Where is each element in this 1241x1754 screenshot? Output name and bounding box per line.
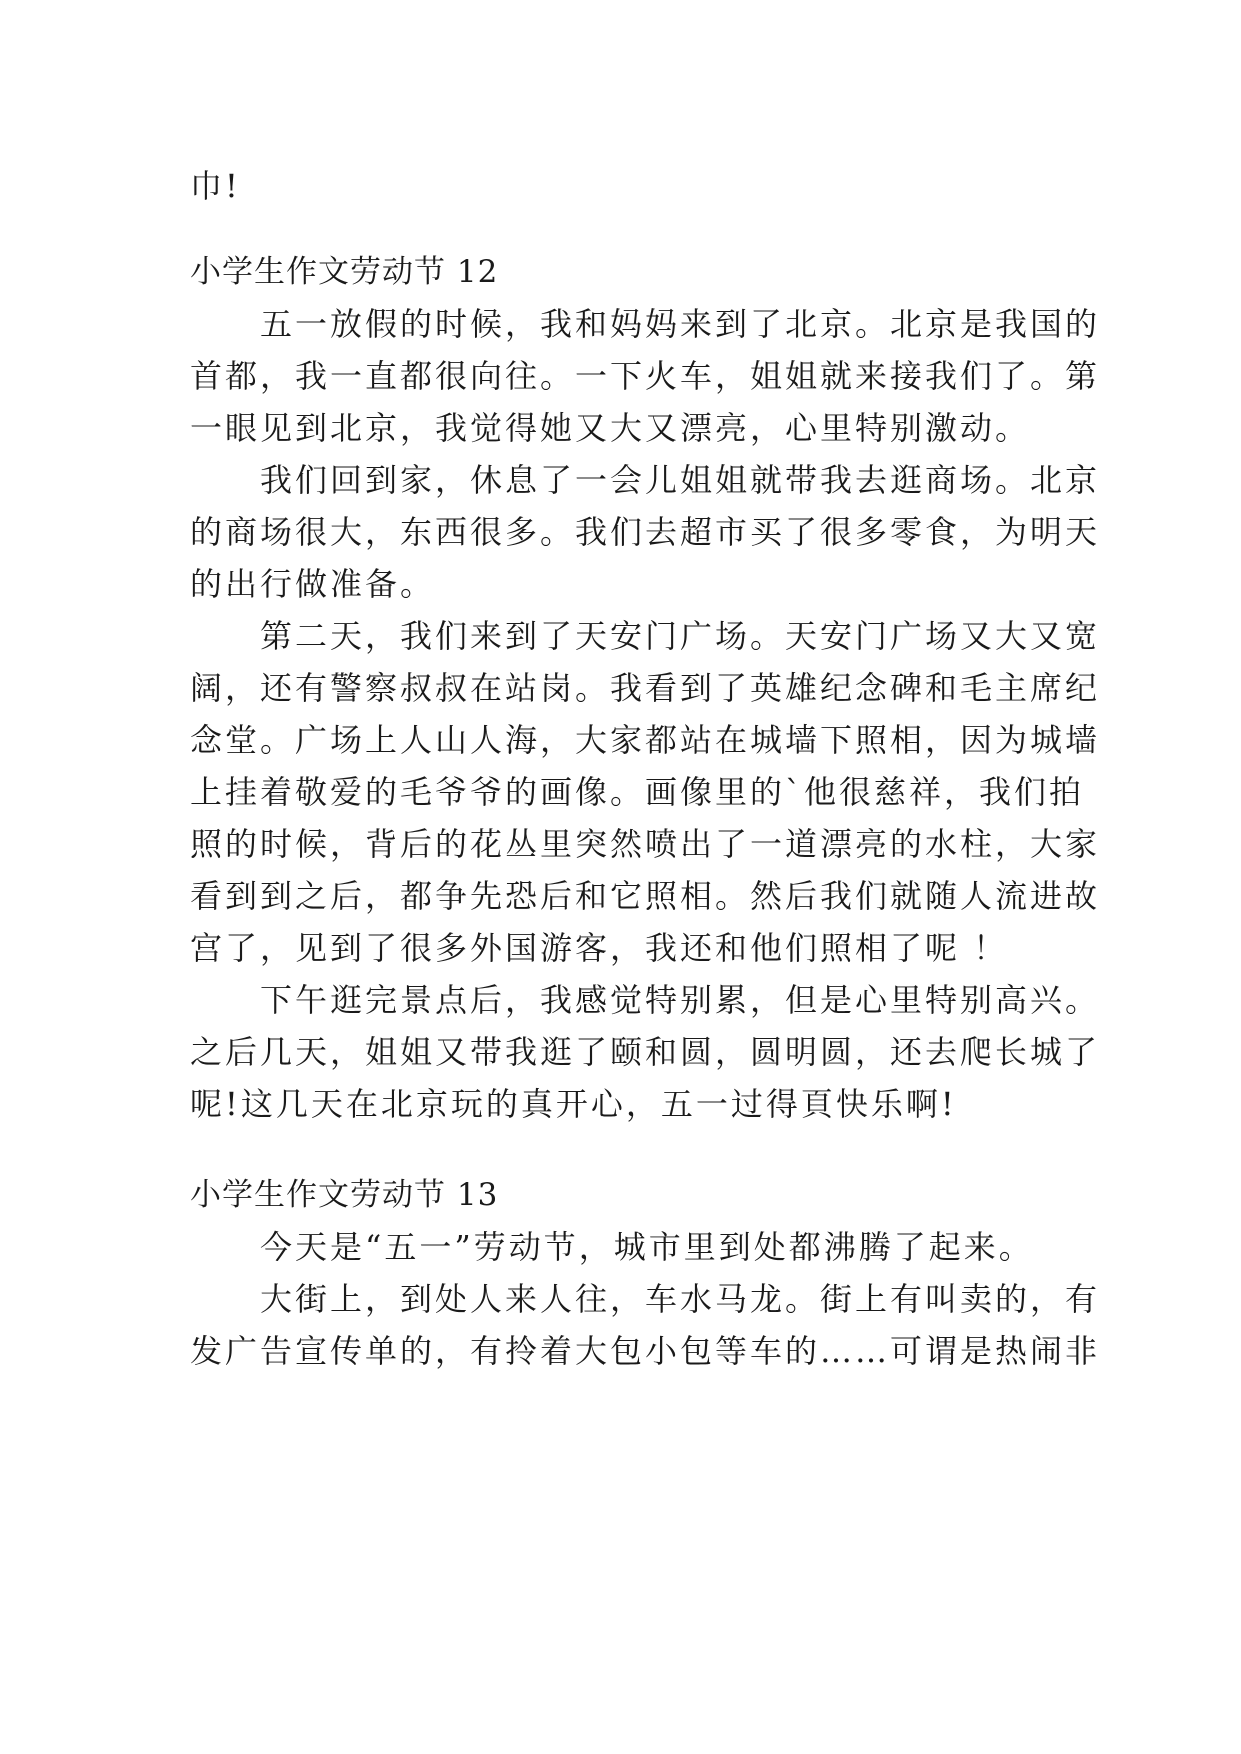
paragraph-line: 看到到之后，都争先恐后和它照相。然后我们就随人流进故 [190, 877, 1101, 915]
continuation-text: 巾! [190, 167, 241, 205]
paragraph-line: 的出行做准备。 [190, 565, 436, 603]
section-title-12: 小学生作文劳动节 12 [190, 254, 499, 290]
paragraph-line: 我们回到家，休息了一会儿姐姐就带我去逛商场。北京 [190, 461, 1101, 499]
paragraph-line: 一眼见到北京，我觉得她又大又漂亮，心里特别激动。 [190, 409, 1031, 447]
paragraph-line: 下午逛完景点后，我感觉特别累，但是心里特别高兴。 [190, 981, 1101, 1019]
paragraph-line: 五一放假的时候，我和妈妈来到了北京。北京是我国的 [190, 305, 1101, 343]
paragraph-line: 的商场很大，东西很多。我们去超市买了很多零食，为明天 [190, 513, 1101, 551]
paragraph-line: 阔，还有警察叔叔在站岗。我看到了英雄纪念碑和毛主席纪 [190, 669, 1101, 707]
paragraph-line: 首都，我一直都很向往。一下火车，姐姐就来接我们了。第 [190, 357, 1101, 395]
paragraph-line: 上挂着敬爱的毛爷爷的画像。画像里的`他很慈祥，我们拍 [190, 773, 1085, 811]
paragraph-line: 照的时候，背后的花丛里突然喷出了一道漂亮的水柱，大家 [190, 825, 1101, 863]
paragraph-line: 念堂。广场上人山人海，大家都站在城墙下照相，因为城墙 [190, 721, 1101, 759]
paragraph-line: 发广告宣传单的，有拎着大包小包等车的……可谓是热闹非 [190, 1332, 1101, 1370]
section-title-13: 小学生作文劳动节 13 [190, 1177, 499, 1213]
paragraph-line: 大街上，到处人来人往，车水马龙。街上有叫卖的，有 [190, 1280, 1101, 1318]
paragraph-line: 宫了，见到了很多外国游客，我还和他们照相了呢 ！ [190, 929, 1009, 967]
paragraph-line: 之后几天，姐姐又带我逛了颐和圆，圆明圆，还去爬长城了 [190, 1033, 1101, 1071]
paragraph-line: 第二天，我们来到了天安门广场。天安门广场又大又宽 [190, 617, 1101, 655]
paragraph-line: 呢!这几天在北京玩的真开心，五一过得頁快乐啊! [190, 1085, 957, 1123]
paragraph-line: 今天是“五一”劳动节，城市里到处都沸腾了起来。 [190, 1228, 1034, 1266]
